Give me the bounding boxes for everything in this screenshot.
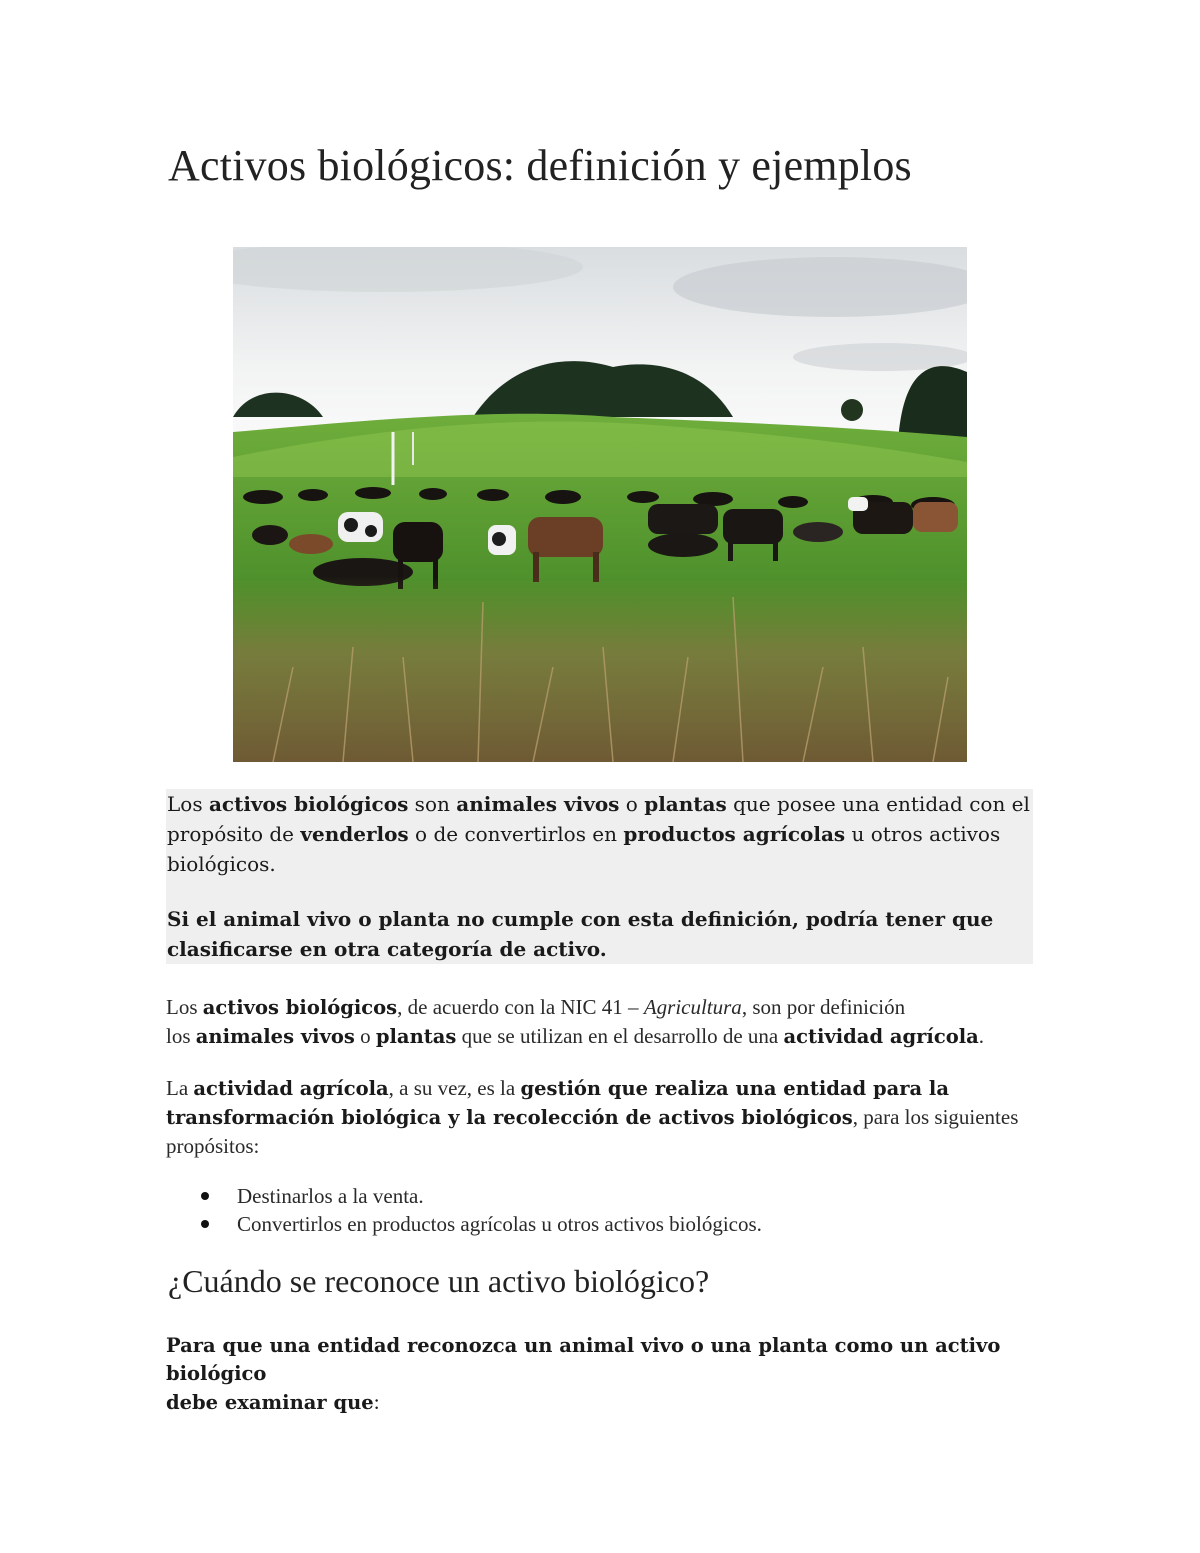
text-run: , son por definición (741, 995, 906, 1019)
list-item-text: Destinarlos a la venta. (237, 1184, 424, 1208)
bold-run: gestión que realiza una entidad para la (520, 1077, 949, 1100)
bold-run: plantas (375, 1025, 457, 1048)
bullet-icon (201, 1192, 209, 1200)
text-run: , de acuerdo con la NIC 41 – (397, 995, 644, 1019)
text-run: . (978, 1024, 984, 1048)
bold-run: transformación biológica y la recolección de activos biológicos (166, 1106, 853, 1129)
text-run: que se utilizan en el desarrollo de una (456, 1024, 784, 1048)
section-heading: ¿Cuándo se reconoce un activo biológico? (168, 1263, 710, 1299)
italic-run: Agricultura (643, 995, 742, 1019)
text-run: o (354, 1024, 376, 1048)
bold-run: activos biológicos (208, 792, 409, 816)
text-run: que posee una entidad con el propósito de (167, 792, 1030, 846)
text-run: , a su vez, es la (388, 1076, 521, 1100)
pasture-cows-photo (233, 247, 967, 762)
text-run: o (619, 792, 645, 816)
text-run: propósitos: (166, 1134, 260, 1158)
callout-note-text: Si el animal vivo o planta no cumple con esta definición, podría tener que clasificarse en otra categoría de activo. (167, 907, 994, 961)
bold-run: animales vivos (456, 792, 620, 816)
text-run: u otros activos biológicos. (167, 822, 1001, 876)
text-run: Para que una entidad reconozca un animal vivo o una planta como un activo biológico (166, 1334, 1001, 1385)
list-item-text: Convertirlos en productos agrícolas u otros activos biológicos. (237, 1212, 762, 1236)
text-run: Los (166, 995, 203, 1019)
text-run: son (408, 792, 457, 816)
bullet-icon (201, 1220, 209, 1228)
callout-definition-text (166, 789, 1033, 879)
text-run: o de convertirlos en (408, 822, 624, 846)
text-run: : (373, 1390, 380, 1414)
paragraph-actividad-agricola (166, 1074, 1036, 1160)
bold-run: animales vivos (195, 1025, 355, 1048)
text-run: los (166, 1024, 196, 1048)
paragraph-nic41 (166, 993, 1036, 1051)
bold-run: actividad agrícola (193, 1077, 389, 1100)
definition-callout (166, 789, 1033, 964)
text-run: La (166, 1076, 194, 1100)
bold-run: activos biológicos (202, 996, 398, 1019)
text-run: debe examinar que (166, 1391, 374, 1414)
page-title: Activos biológicos: definición y ejemplos (168, 141, 912, 190)
text-run: Los (167, 792, 209, 816)
bold-run: productos agrícolas (623, 822, 846, 846)
purposes-list (166, 1182, 762, 1238)
text-run: , para los siguientes (852, 1105, 1019, 1129)
list-item (166, 1210, 762, 1238)
list-item (166, 1182, 762, 1210)
recognition-intro (166, 1332, 1046, 1417)
bold-run: plantas (644, 792, 727, 816)
bold-run: actividad agrícola (783, 1025, 979, 1048)
bold-run: venderlos (300, 822, 409, 846)
